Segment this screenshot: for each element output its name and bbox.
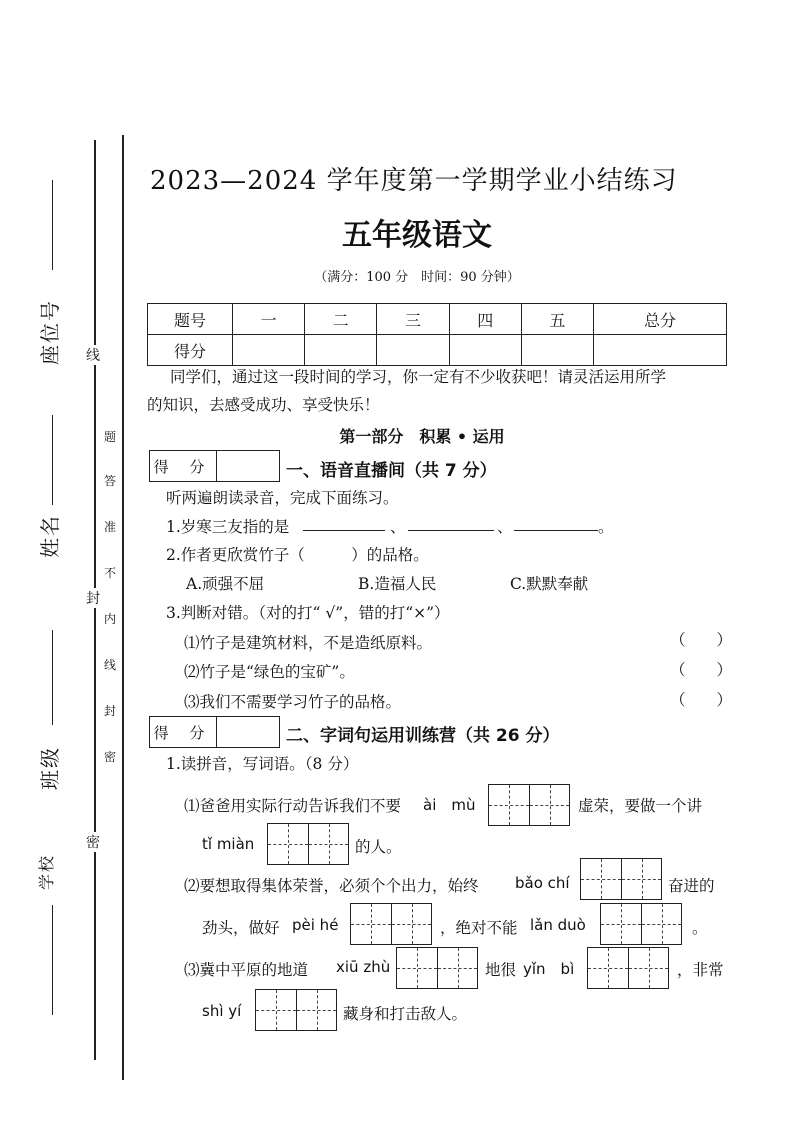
answer-paren[interactable]: （ ） <box>670 661 733 679</box>
q2-s2-text: ，绝对不能 <box>440 919 518 937</box>
outer-mark-xian: 线 <box>86 345 100 365</box>
tianzige-box[interactable] <box>488 784 570 826</box>
warning-char: 内 <box>104 612 117 626</box>
tianzige-box[interactable] <box>255 989 337 1031</box>
answer-blank[interactable] <box>514 530 598 531</box>
q1-item1: 1.岁寒三友指的是 <box>166 518 290 536</box>
q2-s3-text: ，非常 <box>677 961 724 979</box>
q1-item1-sep: 、 <box>390 518 406 536</box>
q1-judgement-1: ⑴竹子是建筑材料，不是造纸原料。 <box>184 634 433 652</box>
score-table-header: 三 <box>377 304 449 335</box>
intro-line-1: 同学们，通过这一段时间的学习，你一定有不少收获吧！请灵活运用所学 <box>170 368 667 386</box>
answer-blank[interactable] <box>408 530 494 531</box>
score-cell[interactable] <box>449 335 521 366</box>
class-label: 班级 <box>38 746 62 790</box>
pinyin-prompt: yǐn bì <box>523 960 575 978</box>
answer-paren[interactable]: （ ） <box>670 691 733 709</box>
tianzige-box[interactable] <box>580 858 662 900</box>
score-table-header: 一 <box>233 304 305 335</box>
seat-label: 座位号 <box>38 299 62 365</box>
exam-title: 2023—2024 学年度第一学期学业小结练习 <box>150 166 678 196</box>
tianzige-box[interactable] <box>267 823 349 865</box>
warning-char: 密 <box>104 750 117 764</box>
q1-judgement-3: ⑶我们不需要学习竹子的品格。 <box>184 693 402 711</box>
outer-mark-mi: 密 <box>86 832 100 852</box>
score-table-score-row <box>148 335 727 366</box>
subject-title: 五年级语文 <box>342 218 492 253</box>
pinyin-prompt: xiū zhù <box>336 958 391 976</box>
score-box-value[interactable] <box>217 717 279 747</box>
q2-s2-text: 。 <box>692 919 708 937</box>
score-cell[interactable] <box>594 335 727 366</box>
q1-heading: 一、语音直播间（共 7 分） <box>286 461 497 481</box>
q1-option-a: A.顽强不屈 <box>186 575 265 593</box>
q2-item1: 1.读拼音，写词语。（8 分） <box>166 755 359 773</box>
intro-line-2: 的知识，去感受成功、享受快乐！ <box>147 396 380 414</box>
warning-char: 线 <box>104 658 117 672</box>
q1-instruction: 听两遍朗读录音，完成下面练习。 <box>166 489 399 507</box>
q1-item1-end: 。 <box>598 518 614 536</box>
score-box-value[interactable] <box>217 451 279 481</box>
score-box-q1 <box>149 450 280 482</box>
q1-option-c: C.默默奉献 <box>510 575 589 593</box>
score-cell[interactable] <box>521 335 593 366</box>
score-cell[interactable] <box>233 335 305 366</box>
school-label: 学校 <box>37 853 56 890</box>
score-table-header: 四 <box>449 304 521 335</box>
q2-s2-text: ⑵要想取得集体荣誉，必须个个出力，始终 <box>184 877 479 895</box>
score-table-header-row <box>148 304 727 335</box>
pinyin-prompt: pèi hé <box>292 916 339 934</box>
score-table-header: 总分 <box>594 304 727 335</box>
q2-s1-text: ⑴爸爸用实际行动告诉我们不要 <box>184 797 402 815</box>
school-blank[interactable] <box>52 905 53 1015</box>
tianzige-box[interactable] <box>350 903 432 945</box>
tianzige-box[interactable] <box>600 903 682 945</box>
pinyin-prompt: tǐ miàn <box>202 835 255 853</box>
pinyin-prompt: shì yí <box>202 1002 242 1020</box>
warning-char: 答 <box>104 474 117 488</box>
warning-char: 封 <box>104 704 117 718</box>
q1-option-b: B.造福人民 <box>358 575 437 593</box>
q2-s3-text: 藏身和打击敌人。 <box>343 1005 468 1023</box>
score-table-header: 题号 <box>148 304 233 335</box>
score-cell[interactable] <box>377 335 449 366</box>
answer-paren[interactable]: （ ） <box>670 631 733 649</box>
q2-s1-text: 的人。 <box>355 838 402 856</box>
pinyin-prompt: bǎo chí <box>515 874 570 892</box>
q2-s2-text: 奋进的 <box>668 877 715 895</box>
pinyin-prompt: lǎn duò <box>530 916 586 934</box>
warning-char: 不 <box>104 566 117 580</box>
q1-item3: 3.判断对错。（对的打“ √”，错的打“×”） <box>166 604 450 622</box>
q2-heading: 二、字词句运用训练营（共 26 分） <box>286 726 560 746</box>
score-table-header: 二 <box>305 304 377 335</box>
warning-char: 准 <box>104 520 117 534</box>
score-table <box>147 303 727 366</box>
pinyin-prompt: ài mù <box>423 796 476 814</box>
score-box-label: 得 分 <box>150 717 217 747</box>
tianzige-box[interactable] <box>587 947 669 989</box>
warning-char: 题 <box>104 430 117 444</box>
tianzige-box[interactable] <box>396 947 478 989</box>
score-row-label: 得分 <box>148 335 233 366</box>
score-cell[interactable] <box>305 335 377 366</box>
score-box-label: 得 分 <box>150 451 217 481</box>
score-info: （满分：100 分 时间：90 分钟） <box>314 270 520 285</box>
part1-title: 第一部分 积累 • 运用 <box>339 427 505 446</box>
q1-judgement-2: ⑵竹子是“绿色的宝矿”。 <box>184 663 355 681</box>
class-blank[interactable] <box>52 630 53 725</box>
q2-s3-text: 地很 <box>485 961 517 979</box>
q2-s3-text: ⑶冀中平原的地道 <box>184 961 309 979</box>
score-table-header: 五 <box>521 304 593 335</box>
q2-s1-text: 虚荣，要做一个讲 <box>578 797 703 815</box>
answer-blank[interactable] <box>303 530 385 531</box>
q1-item2: 2.作者更欣赏竹子（ ）的品格。 <box>166 546 429 564</box>
score-box-q2 <box>149 716 280 748</box>
name-label: 姓名 <box>38 514 62 558</box>
q1-item1-sep: 、 <box>497 518 513 536</box>
q2-s2-text: 劲头，做好 <box>202 919 280 937</box>
outer-mark-feng: 封 <box>86 588 100 608</box>
